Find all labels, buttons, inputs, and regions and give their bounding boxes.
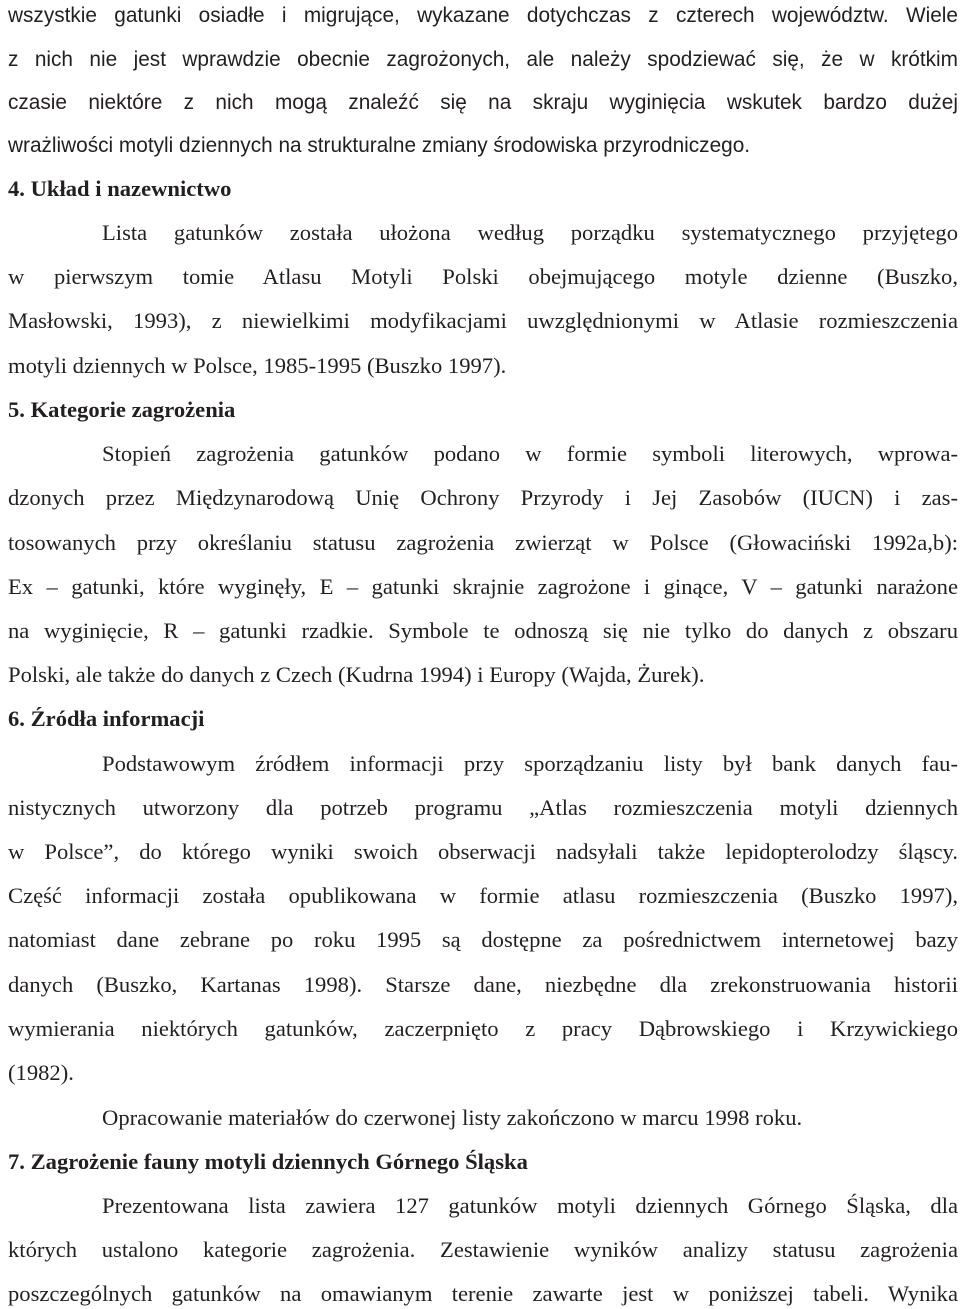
- text-line: na wyginięcie, R – gatunki rzadkie. Symbole te odnoszą się nie tylko do danych z obszaru: [8, 618, 958, 643]
- text-line: czasie niektóre z nich mogą znaleźć się na skraju wyginięcia wskutek bardzo dużej: [8, 91, 958, 114]
- text-line: (1982).: [8, 1060, 74, 1085]
- text-line: których ustalono kategorie zagrożenia. Zestawienie wyników analizy statusu zagrożenia: [8, 1237, 958, 1262]
- text-line: nistycznych utworzony dla potrzeb programu „Atlas rozmieszczenia motyli dziennych: [8, 795, 958, 820]
- section-heading: 7. Zagrożenie fauny motyli dziennych Górnego Śląska: [8, 1149, 528, 1174]
- text-line: w Polsce”, do którego wyniki swoich obserwacji nadsyłali także lepidopterolodzy śląscy.: [8, 839, 958, 864]
- text-line: w pierwszym tomie Atlasu Motyli Polski obejmującego motyle dzienne (Buszko,: [8, 264, 958, 289]
- text-line: z nich nie jest wprawdzie obecnie zagrożonych, ale należy spodziewać się, że w krótkim: [8, 48, 958, 71]
- text-line: dzonych przez Międzynarodową Unię Ochrony Przyrody i Jej Zasobów (IUCN) i zas-: [8, 485, 958, 510]
- text-line: Prezentowana lista zawiera 127 gatunków motyli dziennych Górnego Śląska, dla: [102, 1193, 958, 1218]
- text-line: motyli dziennych w Polsce, 1985-1995 (Buszko 1997).: [8, 353, 507, 378]
- text-line: Ex – gatunki, które wyginęły, E – gatunki skrajnie zagrożone i ginące, V – gatunki narażone: [8, 574, 958, 599]
- text-line: Stopień zagrożenia gatunków podano w formie symboli literowych, wprowa-: [102, 441, 958, 466]
- text-line: Podstawowym źródłem informacji przy sporządzaniu listy był bank danych fau-: [102, 751, 958, 776]
- text-line: Polski, ale także do danych z Czech (Kudrna 1994) i Europy (Wajda, Żurek).: [8, 662, 705, 687]
- text-line: tosowanych przy określaniu statusu zagrożenia zwierząt w Polsce (Głowaciński 1992a,b):: [8, 530, 958, 555]
- text-line: wszystkie gatunki osiadłe i migrujące, wykazane dotychczas z czterech województw. Wiele: [8, 4, 958, 27]
- text-line: wymierania niektórych gatunków, zaczerpnięto z pracy Dąbrowskiego i Krzywickiego: [8, 1016, 958, 1041]
- text-line: poszczególnych gatunków na omawianym terenie zawarte jest w poniższej tabeli. Wynika: [8, 1281, 958, 1306]
- text-line: natomiast dane zebrane po roku 1995 są dostępne za pośrednictwem internetowej bazy: [8, 927, 958, 952]
- section-heading: 5. Kategorie zagrożenia: [8, 397, 236, 422]
- section-heading: 4. Układ i nazewnictwo: [8, 176, 232, 201]
- text-line: Część informacji została opublikowana w formie atlasu rozmieszczenia (Buszko 1997),: [8, 883, 958, 908]
- text-line: Masłowski, 1993), z niewielkimi modyfikacjami uwzględnionymi w Atlasie rozmieszczenia: [8, 308, 958, 333]
- text-line: wrażliwości motyli dziennych na strukturalne zmiany środowiska przyrodniczego.: [8, 134, 751, 157]
- section-heading: 6. Źródła informacji: [8, 706, 205, 731]
- text-line: Lista gatunków została ułożona według porządku systematycznego przyjętego: [102, 220, 958, 245]
- text-line: danych (Buszko, Kartanas 1998). Starsze dane, niezbędne dla zrekonstruowania historii: [8, 972, 958, 997]
- text-line: Opracowanie materiałów do czerwonej listy zakończono w marcu 1998 roku.: [102, 1105, 803, 1130]
